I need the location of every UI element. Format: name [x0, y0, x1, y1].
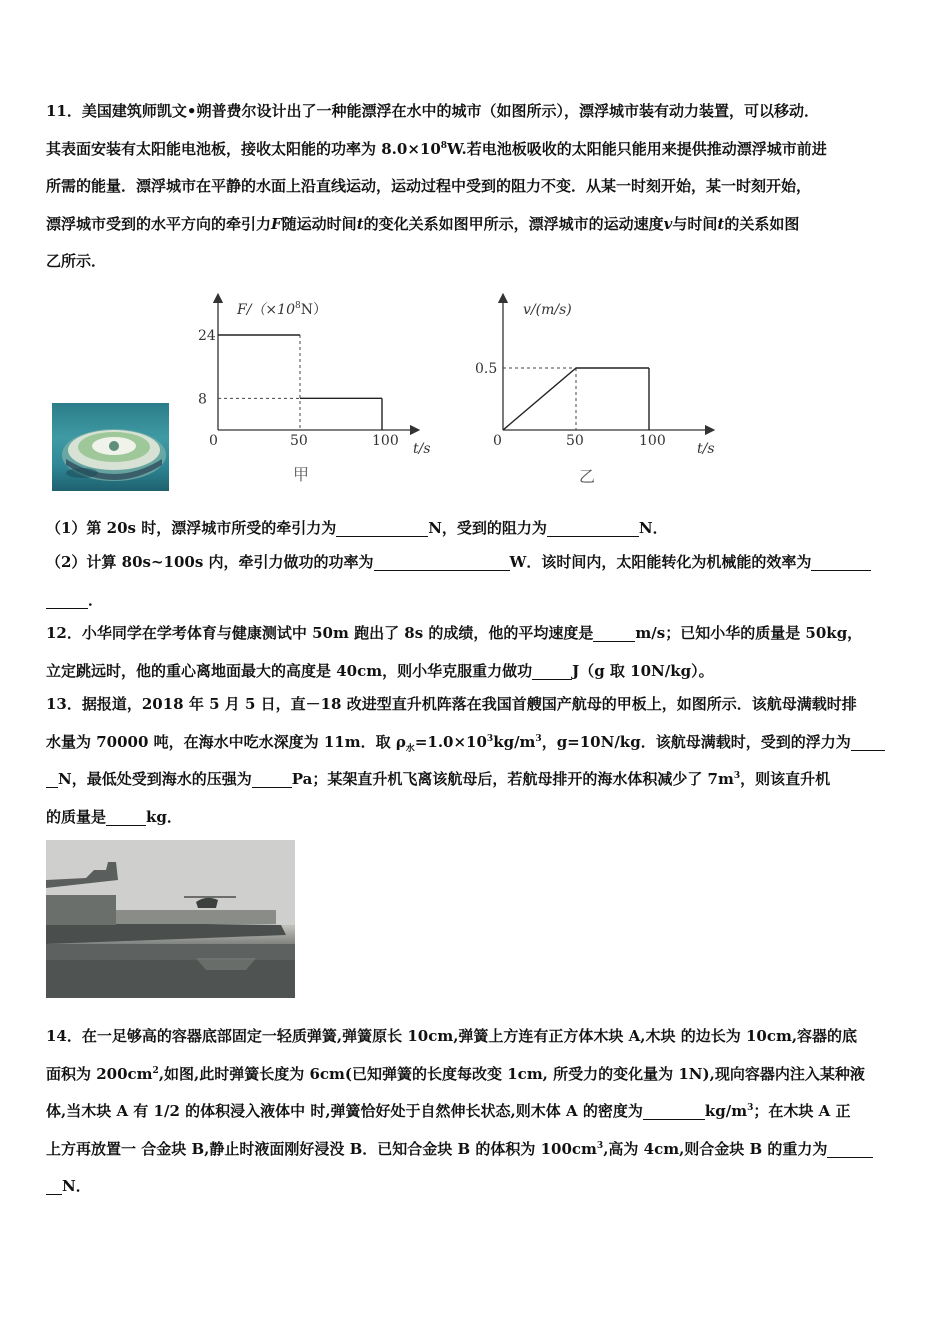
- q13-blank-buoyancy-cont[interactable]: [46, 769, 58, 788]
- q13-blank-buoyancy[interactable]: [851, 732, 885, 751]
- q11-sub2-mid: W．该时间内，太阳能转化为机械能的效率为: [509, 553, 812, 571]
- q12-line2a: 立定跳远时，他的重心离地面最大的高度是 40cm，则小华克服重力做功: [46, 661, 533, 680]
- q11-var-v: v: [663, 214, 673, 233]
- q13-line2b: =1.0×10: [414, 732, 487, 751]
- q14-line4b: ,高为 4cm,则合金块 B 的重力为: [603, 1139, 828, 1158]
- chart-jia-ytick-1: 24: [198, 328, 216, 344]
- q13-line3c: ，则该直升机: [740, 770, 831, 788]
- q14-line5: N．: [62, 1177, 91, 1195]
- q13-line2a: 水量为 70000 吨，在海水中吃水深度为 11m．取 ρ: [46, 732, 406, 751]
- q14-blank-density[interactable]: [643, 1101, 705, 1120]
- q11-line4e: 的关系如图: [724, 214, 800, 233]
- q11-line4c: 的变化关系如图甲所示，漂浮城市的运动速度: [363, 214, 664, 233]
- q13-blank-pressure[interactable]: [252, 769, 292, 788]
- q12-line1a: 12．小华同学在学考体育与健康测试中 50m 跑出了 8s 的成绩，他的平均速度是: [46, 624, 594, 642]
- q13-blank-mass[interactable]: [106, 807, 146, 826]
- q11-line4a: 漂浮城市受到的水平方向的牵引力: [46, 214, 272, 233]
- q11-text: [46, 93, 908, 281]
- q14-line4a: 上方再放置一 合金块 B,静止时液面刚好浸没 B．已知合金块 B 的体积为 100cm: [46, 1139, 597, 1158]
- chart-yi-xtick-1: 100: [639, 433, 666, 449]
- q13-volume-exponent: 3: [733, 771, 741, 781]
- q13-line2d: ，g=10N/kg．该航母满载时，受到的浮力为: [541, 732, 851, 751]
- q14-density-exponent: 3: [747, 1103, 754, 1113]
- aircraft-carrier-photo: [46, 840, 295, 998]
- q14-line1: 14．在一足够高的容器底部固定一轻质弹簧,弹簧原长 10cm,弹簧上方连有正方体木块 A,木块 的边长为 10cm,容器的底: [46, 1027, 858, 1045]
- q12-line1b: m/s；已知小华的质量是 50kg，: [635, 624, 863, 642]
- q11-sub1: [46, 510, 908, 548]
- q14-line3a: 体,当木块 A 有 1/2 的体积浸入液体中 时,弹簧恰好处于自然伸长状态,则木体 A 的密度为: [46, 1102, 643, 1120]
- q13-line3a: N，最低处受到海水的压强为: [58, 770, 252, 788]
- q11-sub2: [46, 544, 908, 619]
- q11-var-F: F: [271, 214, 282, 233]
- q12-blank-speed[interactable]: [593, 623, 635, 642]
- q13-density-exponent: 3: [486, 733, 494, 744]
- chart-yi-segment-0: [503, 368, 576, 430]
- q11-line2b: W.若电池板吸收的太阳能只能用来提供推动漂浮城市前进: [447, 139, 827, 158]
- chart-jia-ylabel: $F/(\times 10^8N)$: [237, 301, 327, 318]
- q14-area-exponent: 2: [152, 1065, 159, 1076]
- chart-jia-xtick-1: 100: [372, 433, 399, 449]
- q14-line3c: ；在木块 A 正: [753, 1102, 851, 1120]
- q11-sub1-prefix: （1）第 20s 时，漂浮城市所受的牵引力为: [46, 519, 337, 537]
- q14-volume-exponent: 3: [596, 1140, 604, 1151]
- q11-line5: 乙所示．: [46, 252, 107, 270]
- chart-jia-ytick-0: 8: [198, 391, 207, 408]
- chart-yi: [465, 290, 730, 490]
- q13-line2c: kg/m: [493, 732, 536, 751]
- q13-line3b: Pa；某架直升机飞离该航母后，若航母排开的海水体积减少了 7m: [291, 770, 734, 788]
- q14-blank-weight-cont[interactable]: [46, 1176, 62, 1195]
- q11-blank-power[interactable]: [374, 552, 510, 571]
- q13-text: [46, 686, 908, 836]
- q12-blank-work[interactable]: [532, 661, 572, 680]
- q11-var-t1: t: [356, 214, 364, 233]
- q11-line3: 所需的能量．漂浮城市在平静的水面上沿直线运动，运动过程中受到的阻力不变．从某一时刻开始，某一时刻开始，: [46, 177, 812, 195]
- q11-blank-efficiency-cont[interactable]: [46, 590, 88, 609]
- q11-blank-traction[interactable]: [336, 518, 428, 537]
- chart-yi-ylabel: v/(m/s): [523, 302, 572, 318]
- chart-jia-xtick-0: 50: [290, 433, 308, 449]
- q11-blank-resistance[interactable]: [547, 518, 639, 537]
- q13-line4a: 的质量是: [46, 807, 107, 826]
- chart-jia-origin: 0: [209, 433, 218, 449]
- floating-city-photo: [52, 403, 169, 491]
- q11-line4b: 随运动时间: [281, 214, 357, 233]
- q14-line2a: 面积为 200cm: [46, 1064, 153, 1083]
- chart-yi-origin: 0: [493, 433, 502, 449]
- chart-yi-ytick-0: 0.5: [475, 361, 498, 377]
- chart-yi-xlabel: t/s: [697, 441, 715, 457]
- q14-line3b: kg/m: [704, 1102, 748, 1120]
- q12-text: [46, 615, 908, 690]
- q13-rho-subscript: 水: [405, 743, 415, 754]
- q14-line2b: ,如图,此时弹簧长度为 6cm(已知弹簧的长度每改变 1cm, 所受力的变化量为 1N),现向容器内注入某种液: [158, 1064, 865, 1083]
- q11-sub2-end: ．: [88, 590, 104, 609]
- q13-line4b: kg．: [146, 807, 182, 826]
- q12-line2b: J（g 取 10N/kg）。: [572, 661, 714, 680]
- q13-line1: 13．据报道，2018 年 5 月 5 日，直－18 改进型直升机阵落在我国首艘国产航母的甲板上，如图所示．该航母满载时排: [46, 695, 857, 713]
- q11-sub1-end: N．: [638, 519, 668, 537]
- q13-unit-exponent: 3: [535, 733, 542, 744]
- q11-line1: 11．美国建筑师凯文•朔普费尔设计出了一种能漂浮在水中的城市（如图所示），漂浮城市装有动力装置，可以移动．: [46, 102, 819, 120]
- q11-blank-efficiency[interactable]: [811, 552, 871, 571]
- q11-var-t2: t: [717, 214, 725, 233]
- q11-line4d: 与时间: [672, 214, 718, 233]
- q11-sub1-mid: N，受到的阻力为: [428, 519, 547, 537]
- chart-yi-caption: 乙: [579, 467, 596, 486]
- q11-sub2-prefix: （2）计算 80s~100s 内，牵引力做功的功率为: [46, 553, 374, 571]
- chart-yi-xtick-0: 50: [566, 433, 584, 449]
- chart-jia-xlabel: t/s: [413, 441, 431, 457]
- q11-power-exponent: 8: [440, 140, 448, 151]
- chart-jia-caption: 甲: [293, 465, 310, 484]
- chart-jia: [185, 290, 450, 490]
- q14-blank-weight[interactable]: [827, 1139, 873, 1158]
- q14-text: [46, 1018, 908, 1206]
- q11-line2a: 其表面安装有太阳能电池板，接收太阳能的功率为 8.0×10: [46, 139, 441, 158]
